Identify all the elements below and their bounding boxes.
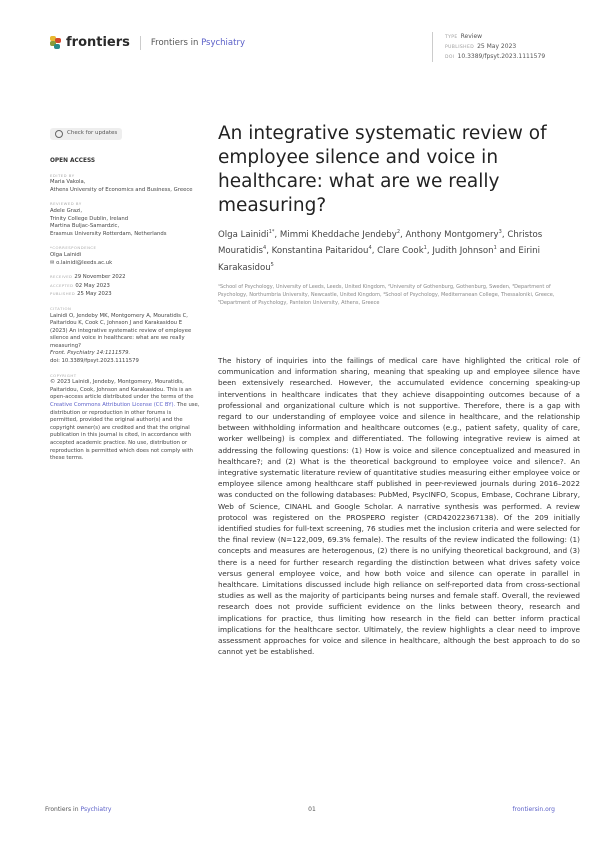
author[interactable]: Eirini Karakasidou$^5$	[218, 246, 540, 273]
abstract: The history of inquiries into the failings of medical care have highlighted the critical role of communication and information sharing, meaning that speaking up and employee silence have been extensively researched. However, the accumulated evidence concerning speaking-up interventions in healthcare indicates that they achieve disappointing outcomes because of a professional and organizational culture which is not supportive. Therefore, there is a gap with regard to our understanding of employee voice and silence in healthcare, and the relationship between withholding information and healthcare outcomes (e.g., patient safety, quality of care, worker wellbeing) is complex and differentiated. The following integrative review is aimed at addressing the following questions: (1) How is voice and silence conceptualized and measured in healthcare?; and (2) What is the theoretical background to employee voice and silence?. An integrative systematic literature review of quantitative studies measuring either employee voice or employee silence among healthcare staff published in peer-reviewed journals during 2016–2022 was conducted on the following databases: PubMed, PsycINFO, Scopus, Embase, Cochrane Library, Web of Science, CINAHL and Google Scholar. A narrative synthesis was performed. A review protocol was registered on the PROSPERO register (CRD42022367138). Of the 209 initially identified studies for full-text screening, 76 studies met the inclusion criteria and were selected for the final review (N=122,009, 69.3% female). The results of the review indicated the following: (1) concepts and measures are heterogenous, (2) there is no unifying theoretical background, and (3) there is a need for further research regarding the distinction between what drives safety voice versus general employee voice, and how both voice and silence can operate in parallel in healthcare. Limitations discussed include high reliance on self-reported data from cross-sectional studies as well as the majority of participants being nurses and female staff. Overall, the reviewed research does not provide sufficient evidence on the links between theory, research and implications for practice, thus limiting how research in the field can better inform practical implications for the healthcare sector. Ultimately, the review highlights a clear need to improve assessment approaches for voice and silence in healthcare, although the best approach to do so cannot yet be established.	[218, 356, 580, 657]
journal-name[interactable]	[151, 38, 245, 48]
cc-license-link[interactable]: Creative Commons Attribution License (CC BY).	[50, 402, 176, 409]
author-affiliation-mark: 4	[263, 245, 267, 252]
author[interactable]: Mimmi Kheddache Jendeby$^2$	[279, 229, 401, 240]
check-updates-button[interactable]: Check for updates	[50, 128, 122, 140]
author-affiliation-mark: 3	[498, 229, 502, 235]
author-affiliation-mark: 5	[270, 261, 274, 268]
footer-journal[interactable]: Frontiers in Psychiatry	[45, 806, 112, 813]
article-title: An integrative systematic review of employee silence and voice in healthcare: what are we really measuring?	[218, 123, 547, 216]
author-list: Olga Lainidi$^{1*}$, Mimmi Kheddache Jendeby$^2$, Anthony Montgomery$^3$, Christos Mouratidis$^4$, Konstantina Paitaridou$^4$, Clare Cook$^1$, Judith Johnson$^1$ and Eirini Karakasidou$^5$	[218, 229, 543, 273]
author[interactable]: Judith Johnson$^1$	[432, 245, 497, 257]
copyright-label: COPYRIGHT	[50, 372, 77, 378]
journal-title: Psychiatry	[201, 37, 245, 48]
footer-site-link[interactable]: frontiersin.org	[512, 806, 555, 813]
affiliations: ¹School of Psychology, University of Leeds, Leeds, United Kingdom, ²University of Gothenburg, Gothenburg, Sweden, ³Department of Psychology, Northumbria University, Newcastle, United Kingdom, ⁴School of Psychology, Mediterranean College, Thessaloniki, Greece, ⁵Department of Psychology, Panteion University, Athens, Greece	[218, 284, 555, 307]
reviewed-by-label: REVIEWED BY	[50, 201, 82, 207]
journal-prefix: Frontiers in	[150, 37, 199, 48]
published-date: PUBLISHED 25 May 2023	[50, 291, 112, 298]
edited-by: Maria Vakola, Athens University of Economics and Business, Greece	[50, 179, 193, 193]
correspondence-name: Olga Lainidi	[50, 251, 82, 258]
sidebar	[50, 128, 200, 463]
meta-type: TYPE Review	[445, 33, 483, 40]
page-number: 01	[308, 806, 316, 813]
frontiers-logo-icon	[50, 36, 62, 50]
author[interactable]: Olga Lainidi$^{1*}$	[218, 229, 275, 240]
author[interactable]: Konstantina Paitaridou$^4$	[271, 245, 372, 257]
citation-label: CITATION	[50, 305, 72, 311]
copyright-text: © 2023 Lainidi, Jendeby, Montgomery, Mouratidis, Paitaridou, Cook, Johnson and Karakasidou. This is an open-access article distributed under the terms of the Creative Commons Attribution License (CC BY). The use, distribution or reproduction in other forums is permitted, provided the original author(s) and the copyright owner(s) are credited and that the original publication in this journal is cited, in accordance with accepted academic practice. No use, distribution or reproduction is permitted which does not comply with these terms.	[50, 379, 200, 462]
header-divider	[140, 36, 141, 50]
author[interactable]: Christos Mouratidis$^4$	[218, 229, 543, 257]
mail-icon: ✉	[50, 259, 57, 266]
reviewed-by: Adele Grazi, Trinity College Dublin, Ireland Martina Buljac-Samardzic, Erasmus University Rotterdam, Netherlands	[50, 207, 167, 237]
meta-doi: DOI 10.3389/fpsyt.2023.1111579	[445, 53, 546, 60]
author-affiliation-mark: 1*	[268, 229, 275, 235]
citation-journal: Front. Psychiatry 14:1111579.	[50, 350, 131, 357]
author[interactable]: Clare Cook$^1$	[377, 245, 427, 257]
citation-doi[interactable]: doi: 10.3389/fpsyt.2023.1111579	[50, 358, 139, 365]
crossmark-icon	[55, 130, 63, 138]
edited-by-label: EDITED BY	[50, 172, 75, 178]
author-affiliation-mark: 4	[368, 245, 372, 252]
author-affiliation-mark: 1	[423, 245, 427, 252]
article-header	[218, 122, 580, 307]
frontiers-logo[interactable]	[50, 35, 130, 50]
author-affiliation-mark: 1	[493, 245, 497, 252]
article-meta	[432, 32, 545, 62]
brand-name: frontiers	[66, 35, 130, 50]
open-access-label: OPEN ACCESS	[50, 158, 96, 164]
page-footer	[45, 806, 555, 813]
meta-published: PUBLISHED 25 May 2023	[445, 43, 517, 50]
correspondence-label: *CORRESPONDENCE	[50, 245, 97, 251]
correspondence-email[interactable]: ✉ o.lainidi@leeds.ac.uk	[50, 259, 113, 266]
citation-text: Lainidi O, Jendeby MK, Montgomery A, Mouratidis C, Paitaridou K, Cook C, Johnson J and Karakasidou E (2023) An integrative systematic review of employee silence and voice in healthcare: what are we really measuring?	[50, 312, 192, 349]
received-date: RECEIVED 29 November 2022	[50, 274, 126, 281]
accepted-date: ACCEPTED 02 May 2023	[50, 282, 110, 289]
author-affiliation-mark: 2	[396, 229, 401, 235]
page-header	[50, 35, 245, 50]
author[interactable]: Anthony Montgomery$^3$	[405, 229, 502, 240]
